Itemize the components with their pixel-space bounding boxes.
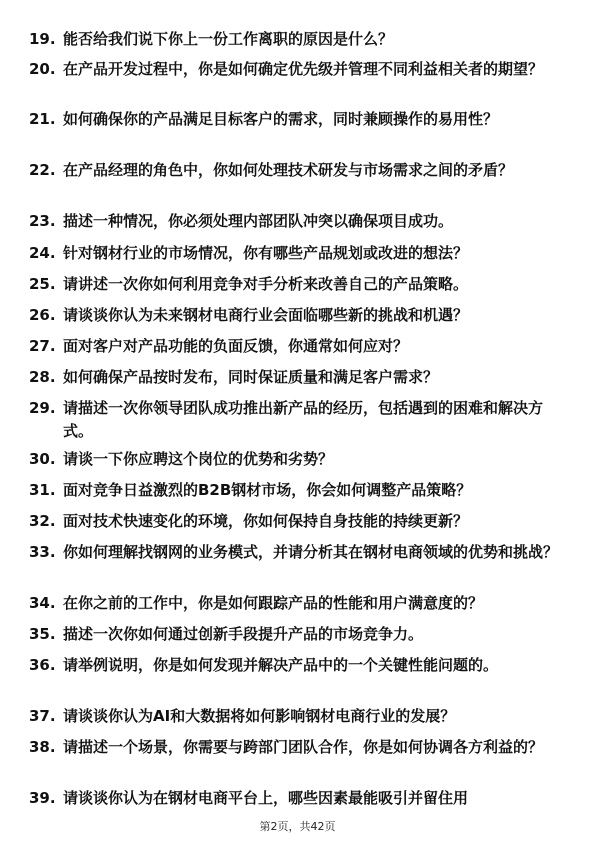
question-item: [29, 705, 567, 728]
question-item: [29, 592, 567, 615]
question-text: 面对客户对产品功能的负面反馈，你通常如何应对？: [63, 337, 409, 355]
question-number: 33.: [29, 543, 56, 561]
question-text: 面对技术快速变化的环境，你如何保持自身技能的持续更新？: [63, 512, 469, 530]
question-number: 19.: [29, 30, 56, 48]
question-text: 请谈谈你认为未来钢材电商行业会面临哪些新的挑战和机遇？: [63, 306, 469, 324]
question-item: [29, 335, 567, 358]
question-number: 38.: [29, 738, 56, 756]
question-number: 28.: [29, 368, 56, 386]
question-text: 描述一次你如何通过创新手段提升产品的市场竞争力。: [63, 625, 424, 643]
question-number: 26.: [29, 306, 56, 324]
question-number: 24.: [29, 244, 56, 262]
question-number: 27.: [29, 337, 56, 355]
question-number: 39.: [29, 789, 56, 807]
question-item: [29, 304, 567, 327]
question-item: [29, 242, 567, 265]
question-text: 请描述一次你领导团队成功推出新产品的经历，包括遇到的困难和解决方式。: [63, 399, 544, 440]
question-number: 31.: [29, 481, 56, 499]
question-number: 29.: [29, 399, 56, 417]
question-number: 20.: [29, 60, 56, 78]
question-text: 请谈一下你应聘这个岗位的优势和劣势？: [63, 450, 334, 468]
question-text: 在产品开发过程中，你是如何确定优先级并管理不同利益相关者的期望？: [63, 60, 544, 78]
question-number: 32.: [29, 512, 56, 530]
question-number: 21.: [29, 110, 56, 128]
question-item: [29, 654, 567, 677]
question-text: 在产品经理的角色中，你如何处理技术研发与市场需求之间的矛盾？: [63, 161, 514, 179]
question-text: 请描述一个场景，你需要与跨部门团队合作，你是如何协调各方利益的？: [63, 738, 544, 756]
question-item: [29, 108, 567, 131]
question-number: 37.: [29, 707, 56, 725]
question-item: [29, 397, 567, 443]
question-item: [29, 28, 567, 51]
question-item: [29, 58, 567, 81]
question-number: 23.: [29, 212, 56, 230]
question-item: [29, 510, 567, 533]
question-text: 能否给我们说下你上一份工作离职的原因是什么？: [63, 30, 394, 48]
question-text: 请谈谈你认为在钢材电商平台上，哪些因素最能吸引并留住用: [63, 789, 469, 807]
question-number: 30.: [29, 450, 56, 468]
question-item: [29, 273, 567, 296]
question-item: [29, 736, 567, 759]
question-number: 36.: [29, 656, 56, 674]
question-text: 描述一种情况，你必须处理内部团队冲突以确保项目成功。: [63, 212, 454, 230]
question-item: [29, 541, 567, 564]
question-number: 35.: [29, 625, 56, 643]
question-text: 针对钢材行业的市场情况，你有哪些产品规划或改进的想法？: [63, 244, 469, 262]
question-number: 34.: [29, 594, 56, 612]
question-item: [29, 623, 567, 646]
question-item: [29, 448, 567, 471]
question-text: 在你之前的工作中，你是如何跟踪产品的性能和用户满意度的？: [63, 594, 484, 612]
question-item: [29, 366, 567, 389]
question-number: 25.: [29, 275, 56, 293]
question-item: [29, 159, 567, 182]
question-number: 22.: [29, 161, 56, 179]
question-text: 请举例说明，你是如何发现并解决产品中的一个关键性能问题的。: [63, 656, 499, 674]
question-text: 如何确保产品按时发布，同时保证质量和满足客户需求？: [63, 368, 439, 386]
page-footer: 第2页，共42页: [259, 820, 336, 833]
question-text: 请讲述一次你如何利用竞争对手分析来改善自己的产品策略。: [63, 275, 469, 293]
question-text: 如何确保你的产品满足目标客户的需求，同时兼顾操作的易用性？: [63, 110, 499, 128]
question-item: [29, 210, 567, 233]
question-item: [29, 787, 567, 810]
question-text: 请谈谈你认为AI和大数据将如何影响钢材电商行业的发展？: [63, 707, 456, 725]
question-text: 面对竞争日益激烈的B2B钢材市场，你会如何调整产品策略？: [63, 481, 472, 499]
question-item: [29, 479, 567, 502]
question-text: 你如何理解找钢网的业务模式，并请分析其在钢材电商领域的优势和挑战？: [63, 543, 559, 561]
